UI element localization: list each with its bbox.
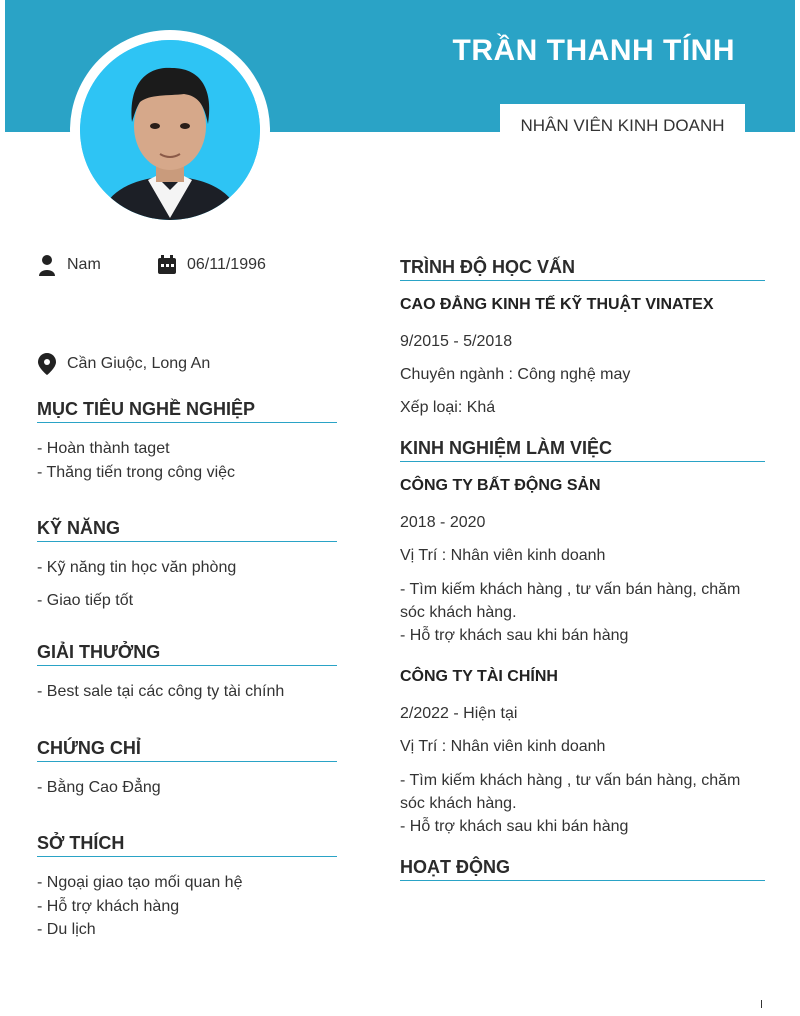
career-goal-item: - Thăng tiến trong công việc bbox=[37, 464, 236, 481]
certificates-title: CHỨNG CHỈ bbox=[37, 738, 141, 758]
education-title: TRÌNH ĐỘ HỌC VẤN bbox=[400, 257, 575, 277]
avatar bbox=[80, 40, 260, 220]
skills-title: KỸ NĂNG bbox=[37, 518, 121, 538]
hobby-item: - Hỗ trợ khách hàng bbox=[37, 898, 180, 915]
hobby-item: - Ngoại giao tạo mối quan hệ bbox=[37, 874, 243, 891]
education-rule bbox=[400, 280, 765, 281]
career-goal-rule bbox=[37, 422, 337, 423]
education-major: Chuyên ngành : Công nghệ may bbox=[400, 366, 631, 383]
person-icon bbox=[37, 254, 57, 276]
job-position: Vị Trí : Nhân viên kinh doanh bbox=[400, 547, 606, 564]
candidate-name: TRẦN THANH TÍNH bbox=[452, 34, 735, 67]
education-grade: Xếp loại: Khá bbox=[400, 399, 496, 416]
job-duty: - Tìm kiếm khách hàng , tư vấn bán hàng, chăm sóc khách hàng. bbox=[400, 772, 741, 812]
experience-rule bbox=[400, 461, 765, 462]
address-value: Cần Giuộc, Long An bbox=[67, 355, 211, 372]
awards-title: GIẢI THƯỞNG bbox=[37, 642, 161, 662]
awards-rule bbox=[37, 665, 337, 666]
location-pin-icon bbox=[37, 353, 57, 375]
birthdate-value: 06/11/1996 bbox=[187, 256, 266, 273]
career-goal-item: - Hoàn thành taget bbox=[37, 440, 170, 457]
hobby-item: - Du lịch bbox=[37, 921, 96, 938]
skills-rule bbox=[37, 541, 337, 542]
job-duty: - Tìm kiếm khách hàng , tư vấn bán hàng, chăm sóc khách hàng. bbox=[400, 581, 741, 621]
job-duty: - Hỗ trợ khách sau khi bán hàng bbox=[400, 627, 629, 644]
company-name: CÔNG TY BẤT ĐỘNG SẢN bbox=[400, 477, 601, 494]
hobbies-rule bbox=[37, 856, 337, 857]
skill-item: - Giao tiếp tốt bbox=[37, 592, 134, 609]
job-period: 2018 - 2020 bbox=[400, 514, 486, 531]
job-position: Vị Trí : Nhân viên kinh doanh bbox=[400, 738, 606, 755]
gender-value: Nam bbox=[67, 256, 101, 273]
gender-info bbox=[37, 254, 101, 276]
activities-rule bbox=[400, 880, 765, 881]
hobbies-title: SỞ THÍCH bbox=[37, 833, 125, 853]
award-item: - Best sale tại các công ty tài chính bbox=[37, 683, 285, 700]
job-title-box bbox=[500, 104, 745, 144]
calendar-icon bbox=[157, 254, 177, 276]
job-period: 2/2022 - Hiện tại bbox=[400, 705, 518, 722]
birthdate-info bbox=[157, 254, 266, 276]
company-name: CÔNG TY TÀI CHÍNH bbox=[400, 668, 558, 685]
portrait-photo bbox=[80, 40, 260, 220]
job-title: NHÂN VIÊN KINH DOANH bbox=[520, 116, 725, 135]
activities-title: HOẠT ĐỘNG bbox=[400, 857, 510, 877]
school-name: CAO ĐẲNG KINH TẾ KỸ THUẬT VINATEX bbox=[400, 296, 714, 313]
certificate-item: - Bằng Cao Đẳng bbox=[37, 779, 161, 796]
address-info bbox=[37, 353, 210, 375]
skill-item: - Kỹ năng tin học văn phòng bbox=[37, 559, 237, 576]
certificates-rule bbox=[37, 761, 337, 762]
job-duty: - Hỗ trợ khách sau khi bán hàng bbox=[400, 818, 629, 835]
experience-title: KINH NGHIỆM LÀM VIỆC bbox=[400, 438, 613, 458]
career-goal-title: MỤC TIÊU NGHỀ NGHIỆP bbox=[37, 399, 256, 419]
education-period: 9/2015 - 5/2018 bbox=[400, 333, 513, 350]
page-mark bbox=[761, 1000, 762, 1008]
